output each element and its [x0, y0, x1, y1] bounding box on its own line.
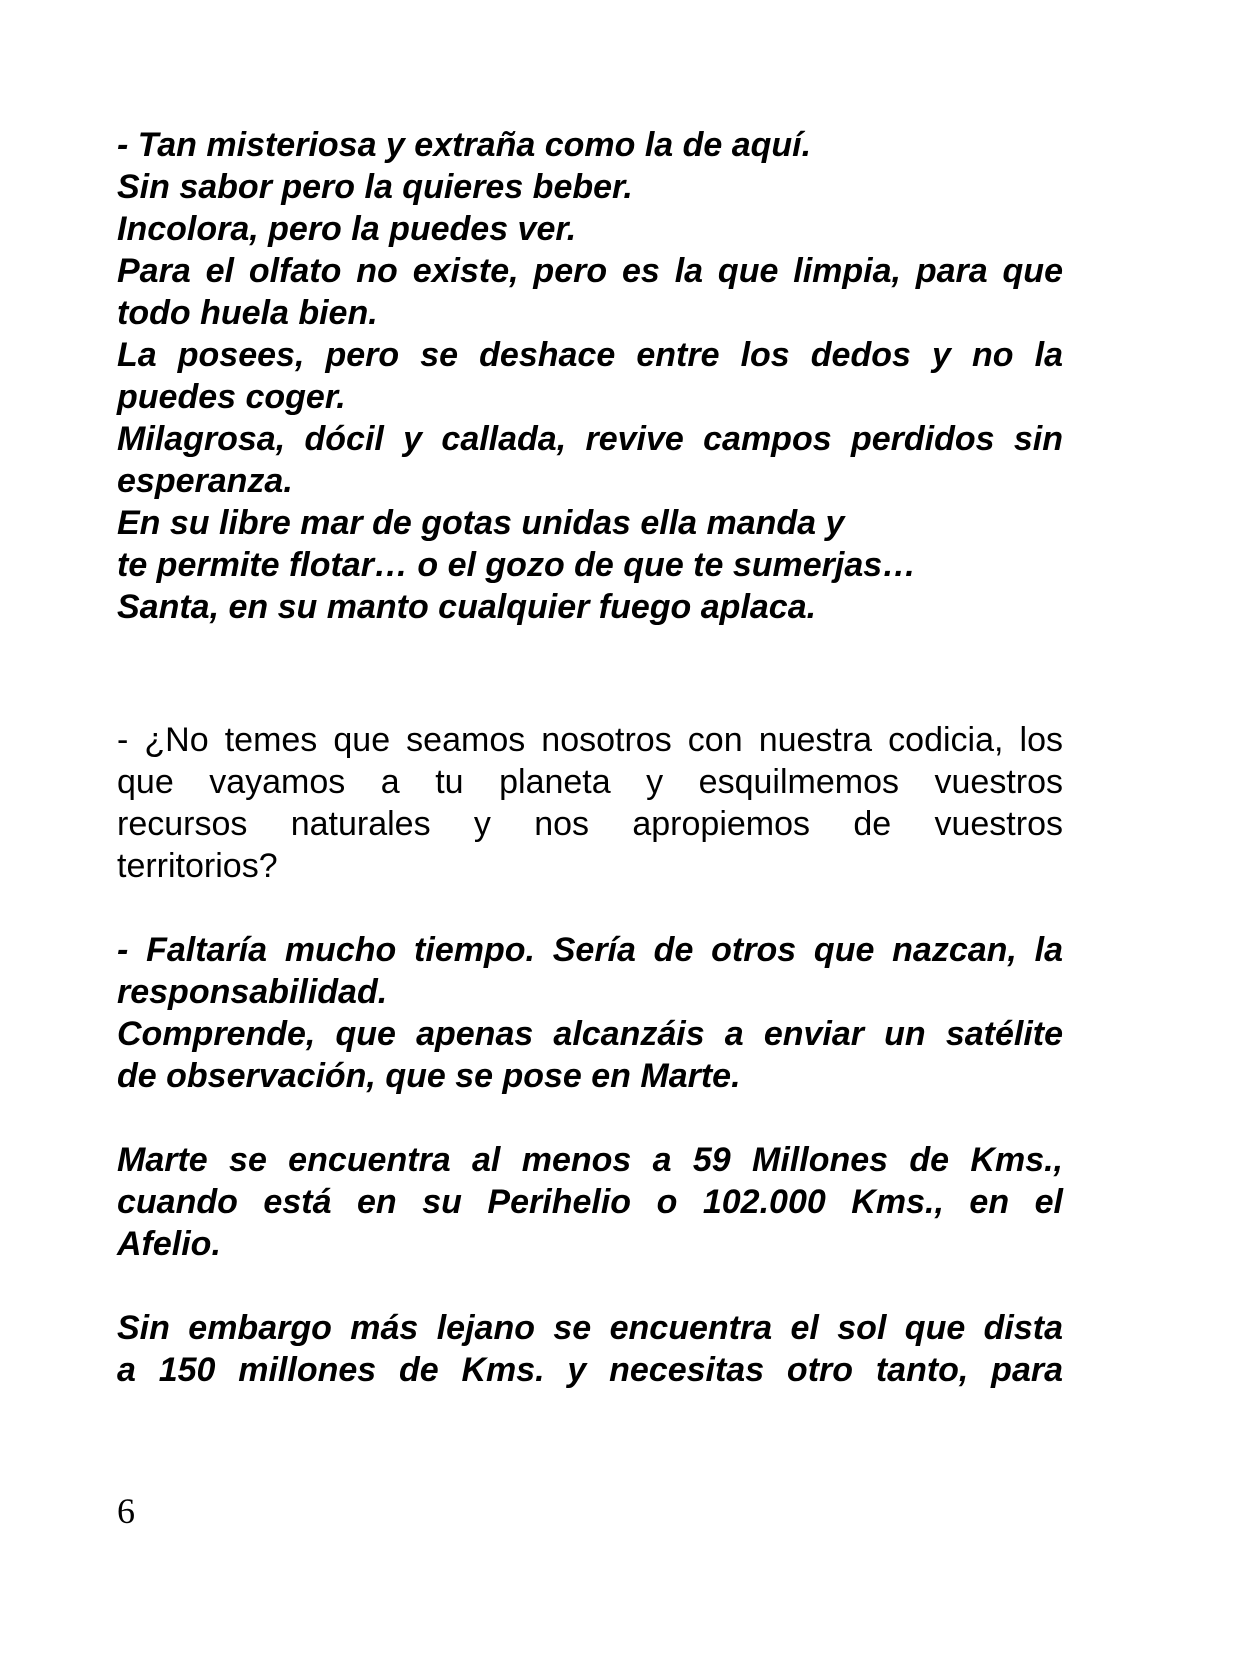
text-line: Incolora, pero la puedes ver.: [117, 210, 577, 248]
text-line: recursos naturales y nos apropiemos de vuestros: [117, 805, 1063, 843]
text-line: Marte se encuentra al menos a 59 Millones de Kms.,: [117, 1141, 1063, 1179]
text-line: En su libre mar de gotas unidas ella manda y: [117, 504, 845, 542]
text-line: - Tan misteriosa y extraña como la de aquí.: [117, 126, 812, 164]
text-line: Afelio.: [117, 1225, 221, 1263]
text-line: Santa, en su manto cualquier fuego aplaca.: [117, 588, 817, 626]
page-number: 6: [117, 1491, 135, 1531]
text-line: - Faltaría mucho tiempo. Sería de otros que nazcan, la: [117, 931, 1063, 969]
text-line: puedes coger.: [117, 378, 346, 416]
text-line: territorios?: [117, 847, 278, 885]
text-line: todo huela bien.: [117, 294, 378, 332]
text-line: Milagrosa, dócil y callada, revive campos perdidos sin: [117, 420, 1063, 458]
text-line: Para el olfato no existe, pero es la que limpia, para que: [117, 252, 1063, 290]
text-line: te permite flotar… o el gozo de que te sumerjas…: [117, 546, 917, 584]
text-line: Sin sabor pero la quieres beber.: [117, 168, 633, 206]
text-line: - ¿No temes que seamos nosotros con nuestra codicia, los: [117, 721, 1063, 759]
text-line: Sin embargo más lejano se encuentra el sol que dista: [117, 1309, 1063, 1347]
text-line: de observación, que se pose en Marte.: [117, 1057, 741, 1095]
text-line: Comprende, que apenas alcanzáis a enviar un satélite: [117, 1015, 1063, 1053]
text-line: esperanza.: [117, 462, 293, 500]
text-line: a 150 millones de Kms. y necesitas otro tanto, para: [117, 1351, 1063, 1389]
text-line: responsabilidad.: [117, 973, 388, 1011]
text-line: que vayamos a tu planeta y esquilmemos vuestros: [117, 763, 1063, 801]
text-line: cuando está en su Perihelio o 102.000 Kms., en el: [117, 1183, 1063, 1221]
text-line: La posees, pero se deshace entre los dedos y no la: [117, 336, 1063, 374]
